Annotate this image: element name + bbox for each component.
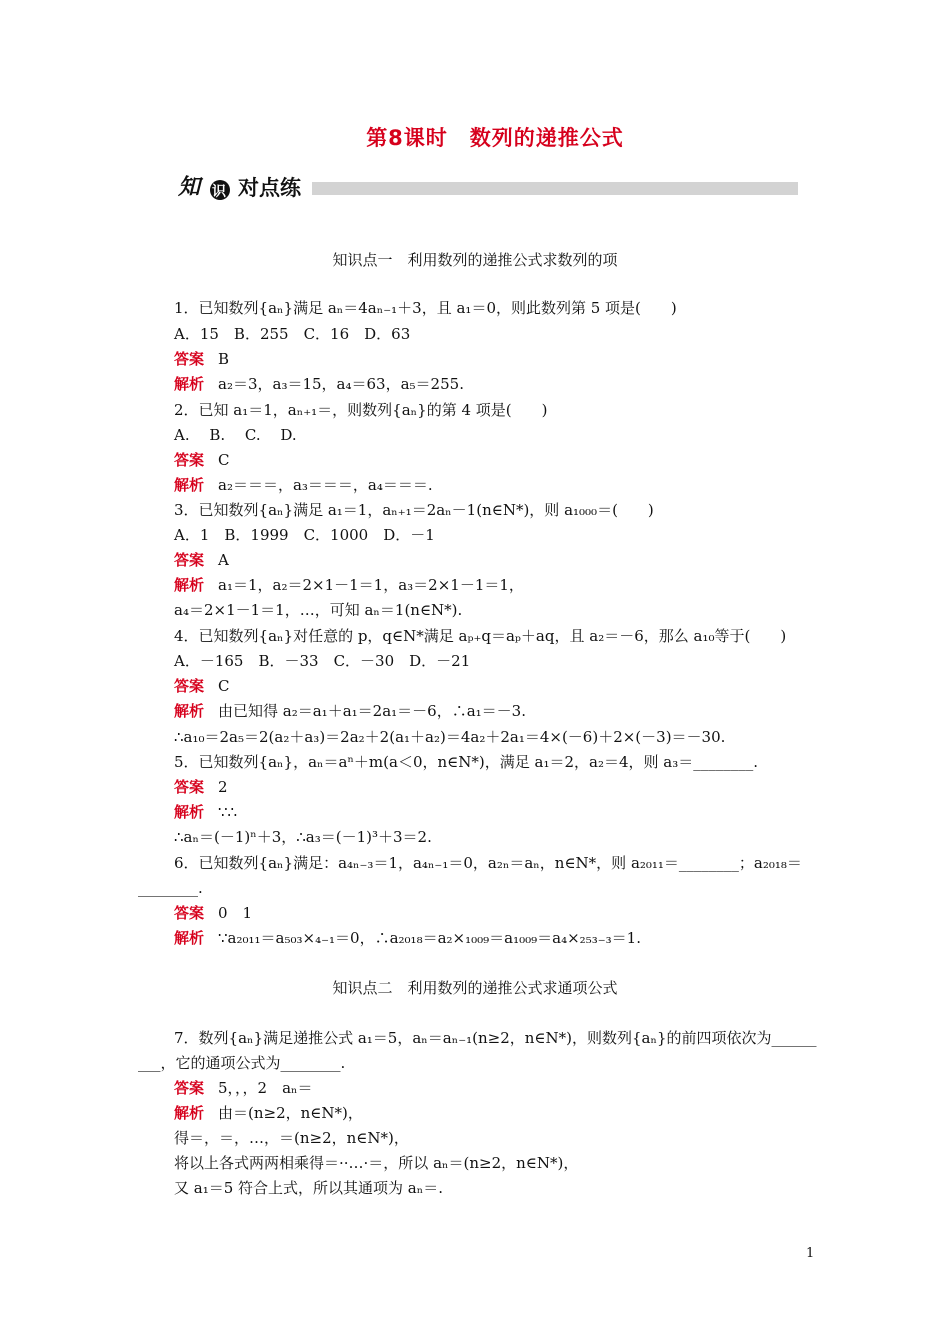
answer-line: [174, 575, 524, 595]
answer-line: [174, 903, 252, 923]
line-text: A: [218, 551, 229, 569]
line-text: ∵∴: [218, 803, 238, 821]
text-line: [174, 500, 654, 520]
text-line: [174, 752, 758, 772]
page-number: 1: [806, 1246, 815, 1261]
text-line: [174, 425, 297, 445]
answer-line: [174, 676, 230, 696]
line-text: 6．已知数列{aₙ}满足：a₄ₙ₋₃＝1，a₄ₙ₋₁＝0，a₂ₙ＝aₙ，n∈N*，则 a₂₀₁₁＝________；a₂₀₁₈＝: [174, 854, 802, 872]
answer-line: [174, 475, 433, 495]
answer-line: [174, 1103, 363, 1123]
svg-text:知: 知: [178, 174, 201, 200]
section-banner: [176, 170, 798, 204]
text-line: [174, 626, 786, 646]
text-line: [174, 400, 547, 420]
text-line: [174, 1153, 578, 1173]
page-title: 第8课时 数列的递推公式: [366, 126, 624, 150]
line-text: ∴aₙ＝(－1)ⁿ＋3，∴a₃＝(－1)³＋3＝2.: [174, 828, 432, 846]
text-line: [174, 651, 470, 671]
line-text: 由已知得 a₂＝a₁＋a₁＝2a₁＝－6，∴a₁＝－3.: [218, 702, 526, 720]
text-line: [174, 1128, 409, 1148]
answer-line: [174, 550, 229, 570]
text-line: [174, 525, 435, 545]
answer-label: 解析: [174, 375, 205, 393]
line-text: A．－165 B．－33 C．－30 D．－21: [174, 652, 471, 670]
section-heading-1: 知识点一 利用数列的递推公式求数列的项: [332, 251, 618, 269]
line-text: C: [218, 677, 230, 695]
zhishi-logo-icon: [176, 170, 236, 202]
line-text: 5，，，2 aₙ＝: [218, 1079, 313, 1097]
line-text: 5．已知数列{aₙ}，aₙ＝aⁿ＋m(a＜0，n∈N*)，满足 a₁＝2，a₂＝4，则 a₃＝________.: [174, 753, 758, 771]
banner-label: 对点练: [238, 176, 301, 200]
line-text: ∵a₂₀₁₁＝a₅₀₃×₄₋₁＝0，∴a₂₀₁₈＝a₂×₁₀₀₉＝a₁₀₀₉＝a₄×₂₅₃₋₃＝1.: [218, 929, 641, 947]
line-text: 1．已知数列{aₙ}满足 aₙ＝4aₙ₋₁＋3，且 a₁＝0，则此数列第 5 项是( ): [174, 299, 677, 317]
line-text: 得＝，＝，…，＝(n≥2，n∈N*)，: [174, 1129, 409, 1147]
line-text: C: [218, 451, 230, 469]
answer-line: [174, 349, 229, 369]
answer-line: [174, 701, 526, 721]
line-text: a₂＝3，a₃＝15，a₄＝63，a₅＝255.: [218, 375, 464, 393]
text-line: [174, 727, 725, 747]
text-line: [138, 1053, 345, 1073]
answer-line: [174, 374, 464, 394]
answer-label: 解析: [174, 476, 205, 494]
line-text: 0 1: [218, 904, 253, 922]
text-line: [138, 878, 203, 898]
line-text: 7．数列{aₙ}满足递推公式 a₁＝5，aₙ＝aₙ₋₁(n≥2，n∈N*)，则数列{aₙ}的前四项依次为______: [174, 1029, 817, 1047]
line-text: 4．已知数列{aₙ}对任意的 p，q∈N*满足 aₚ₊q＝aₚ＋aq，且 a₂＝－6，那么 a₁₀等于( ): [174, 627, 787, 645]
line-text: A. B. C. D.: [174, 426, 297, 444]
text-line: [174, 324, 410, 344]
answer-label: 答案: [174, 350, 205, 368]
text-line: [174, 1028, 817, 1048]
line-text: 又 a₁＝5 符合上式，所以其通项为 aₙ＝.: [174, 1179, 444, 1197]
answer-label: 答案: [174, 778, 205, 796]
text-line: [174, 600, 462, 620]
line-text: ∴a₁₀＝2a₅＝2(a₂＋a₃)＝2a₂＋2(a₁＋a₂)＝4a₂＋2a₁＝4×(－6)＋2×(－3)＝－30.: [174, 728, 726, 746]
line-text: 3．已知数列{aₙ}满足 a₁＝1，aₙ₊₁＝2aₙ－1(n∈N*)，则 a₁₀₀₀＝( ): [174, 501, 654, 519]
answer-label: 答案: [174, 677, 205, 695]
line-text: a₂＝＝＝，a₃＝＝＝，a₄＝＝＝.: [218, 476, 433, 494]
line-text: A．1 B．1999 C．1000 D．－1: [174, 526, 435, 544]
line-text: ___，它的通项公式为________.: [138, 1054, 346, 1072]
line-text: ________.: [138, 879, 203, 897]
answer-label: 答案: [174, 1079, 205, 1097]
line-text: B: [218, 350, 230, 368]
text-line: [174, 827, 432, 847]
answer-label: 答案: [174, 551, 205, 569]
text-line: [174, 298, 677, 318]
answer-label: 解析: [174, 576, 205, 594]
answer-label: 解析: [174, 803, 205, 821]
text-line: [174, 853, 802, 873]
answer-line: [174, 450, 230, 470]
text-line: [174, 1178, 443, 1198]
line-text: 2: [218, 778, 228, 796]
line-text: a₁＝1，a₂＝2×1－1＝1，a₃＝2×1－1＝1，: [218, 576, 524, 594]
line-text: A．15 B．255 C．16 D．63: [174, 325, 411, 343]
answer-label: 答案: [174, 451, 205, 469]
answer-label: 解析: [174, 929, 205, 947]
answer-line: [174, 777, 228, 797]
answer-line: [174, 1078, 313, 1098]
answer-label: 答案: [174, 904, 205, 922]
answer-line: [174, 802, 237, 822]
answer-label: 解析: [174, 702, 205, 720]
line-text: 2．已知 a₁＝1，aₙ₊₁＝，则数列{aₙ}的第 4 项是( ): [174, 401, 548, 419]
line-text: a₄＝2×1－1＝1，…，可知 aₙ＝1(n∈N*).: [174, 601, 463, 619]
line-text: 由＝(n≥2，n∈N*)，: [218, 1104, 363, 1122]
svg-text:识: 识: [212, 184, 226, 200]
banner-bar: [312, 182, 798, 195]
section-heading-2: 知识点二 利用数列的递推公式求通项公式: [332, 979, 618, 997]
answer-label: 解析: [174, 1104, 205, 1122]
answer-line: [174, 928, 641, 948]
line-text: 将以上各式两两相乘得＝··…·＝，所以 aₙ＝(n≥2，n∈N*)，: [174, 1154, 579, 1172]
